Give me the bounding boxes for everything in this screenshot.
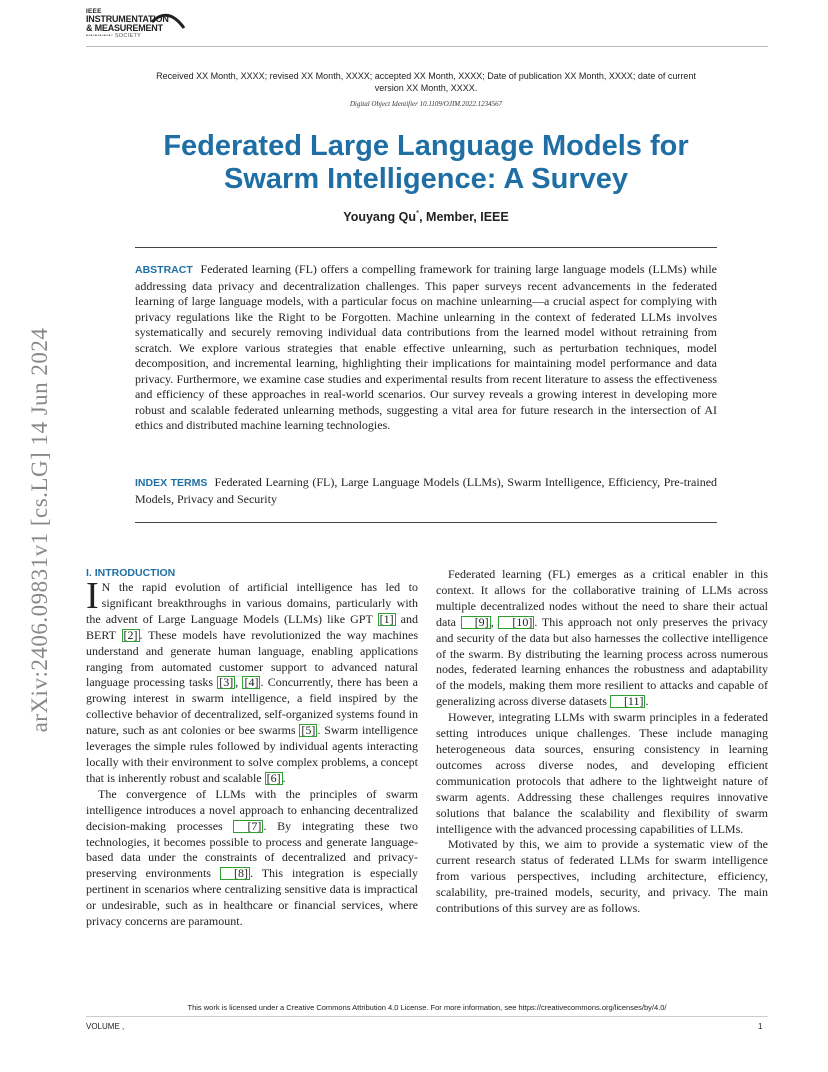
title-line-2: Swarm Intelligence: A Survey <box>224 163 628 195</box>
citation-link[interactable]: [10] <box>498 616 534 629</box>
logo-measurement: & MEASUREMENT <box>86 23 163 33</box>
logo-society: ▪▫▪▫▪▫▪▫▪▫▪▫ SOCIETY <box>86 33 142 39</box>
abstract-bottom-rule <box>135 522 717 523</box>
citation-link[interactable]: [4] <box>244 675 259 690</box>
abstract <box>135 262 717 434</box>
arxiv-stamp-text: arXiv:2406.09831v1 [cs.LG] 14 Jun 2024 <box>27 327 52 733</box>
title-line-1: Federated Large Language Models for <box>163 130 689 162</box>
citation-link[interactable]: [11] <box>610 695 646 708</box>
logo-ieee: IEEE <box>86 8 102 15</box>
arxiv-stamp <box>20 300 60 760</box>
footer-volume: VOLUME , <box>86 1022 125 1031</box>
header-divider <box>86 46 768 47</box>
dropcap: I <box>86 575 99 617</box>
citation-link[interactable]: [3] <box>219 675 234 690</box>
intro-paragraph-1: I N the rapid evolution of artificial intelligence has led to significant breakthroughs in various domains, particularly with the advent of Large Language Models (LLMs) like GPT [1] and BERT [2] . These models have revolutionized the way machines understand and generate human language, enabling applications ranging from automated customer support to advanced natural language processing tasks [3] , [4] . Concurrently, there has been a growing interest in swarm intelligence, a field inspired by the collective behavior of decentralized, self-organized systems found in nature, such as ant colonies or bee swarms [5] . Swarm intelligence leverages the simple rules followed by individual agents interacting locally with their environment to solve complex problems, a concept that is inherently robust and scalable [6] . <box>86 575 419 785</box>
citation-link[interactable]: [6] <box>266 770 281 785</box>
citation-link[interactable]: [1] <box>379 611 394 626</box>
citation-link[interactable]: [7] <box>233 820 263 833</box>
author-name: Youyang Qu <box>343 210 416 225</box>
intro-paragraph-2: The convergence of LLMs with the principles of swarm intelligence introduces a novel approach to enhancing decentralized decision-making processes [7] . By integrating these two technologies, it becomes possible to process and generate language-based data under the constraints of decentralized and privacy-preserving environments [8] . This integration is especially pertinent in scenarios where centralizing sensitive data is impractical or undesirable, such as in healthcare or financial services, where privacy concerns are paramount. <box>86 786 418 929</box>
index-terms <box>135 475 717 507</box>
received-dates: Received XX Month, XXXX; revised XX Month, XXXX; accepted XX Month, XXXX; Date of publication XX Month, XXXX; date of current version XX Month, XXXX. <box>156 71 696 93</box>
page-number: 1 <box>758 1022 763 1031</box>
author-line <box>120 209 732 224</box>
logo-instrumentation: INSTRUMENTATION <box>86 14 169 24</box>
intro-paragraph-4: However, integrating LLMs with swarm principles in a federated setting introduces unique challenges. These include managing heterogeneous data sources, ensuring consistency in learning outcomes across diverse nodes, and developing efficient communication protocols that adhere to the lightweight nature of swarm agents. Addressing these challenges requires innovative solutions that balance the scalability and flexibility of swarm intelligence with the advanced processing capabilities of LLMs. <box>436 710 768 836</box>
citation-link[interactable]: [8] <box>220 867 250 880</box>
citation-link[interactable]: [2] <box>123 627 138 642</box>
intro-paragraph-5: Motivated by this, we aim to provide a systematic view of the current research status of federated LLMs for swarm intelligence from various perspectives, including architecture, efficiency, scalability, pre-trained models, security, and privacy. The main contributions of this survey are as follows. <box>436 837 768 916</box>
index-terms-text: Federated Learning (FL), Large Language Models (LLMs), Swarm Intelligence, Efficiency, Pre-trained Models, Privacy and Security <box>135 475 718 506</box>
section-heading: I. INTRODUCTION <box>86 567 176 579</box>
author-affiliation: , Member, IEEE <box>419 210 509 225</box>
left-column <box>86 567 418 930</box>
logo-arc-icon <box>150 8 190 38</box>
index-terms-label: INDEX TERMS <box>135 477 208 489</box>
author-mark: * <box>415 209 420 218</box>
footer-divider <box>86 1016 768 1017</box>
citation-link[interactable]: [5] <box>301 723 316 738</box>
license-notice: This work is licensed under a Creative Commons Attribution 4.0 License. For more information, see https://creativecommons.org/licenses/by/4.0/ <box>187 1003 667 1012</box>
citation-link[interactable]: [9] <box>461 616 491 629</box>
abstract-label: ABSTRACT <box>135 264 193 276</box>
intro-paragraph-3: Federated learning (FL) emerges as a critical enabler in this context. It allows for the collaborative training of LLMs across multiple decentralized nodes without the need to share their actual data [9] , [10] . This approach not only preserves the privacy and security of the data but also harnesses the collective intelligence of the swarm. By distributing the learning process across numerous nodes, federated learning enhances the robustness and adaptability of the models, making them more resilient to attacks and capable of generalizing across diverse datasets [11] . <box>436 567 768 709</box>
abstract-top-rule <box>135 247 717 248</box>
abstract-text: Federated learning (FL) offers a compelling framework for training large language models (LLMs) while addressing data privacy and decentralization challenges. This paper surveys recent advancements in the federated learning of large language models, with a particular focus on machine unlearning—a crucial aspect for complying with privacy regulations like the Right to be Forgotten. Machine unlearning in the context of federated LLMs involves systematically and securely removing individual data contributions from the learned model without retraining from scratch. We explore various strategies that enable effective unlearning, such as perturbation techniques, model decomposition, and incremental learning, highlighting their implications for maintaining model performance and data privacy. Furthermore, we examine case studies and experimental results from recent literature to assess the effectiveness and efficiency of these approaches in real-world scenarios. Our survey reveals a growing interest in developing more robust and scalable federated unlearning methods, suggesting a vital area for future research in the intersection of AI ethics and distributed machine learning technologies. <box>135 262 717 432</box>
right-column <box>436 567 768 917</box>
paper-title <box>120 130 732 196</box>
doi: Digital Object Identifier 10.1109/OJIM.2022.1234567 <box>349 100 503 108</box>
